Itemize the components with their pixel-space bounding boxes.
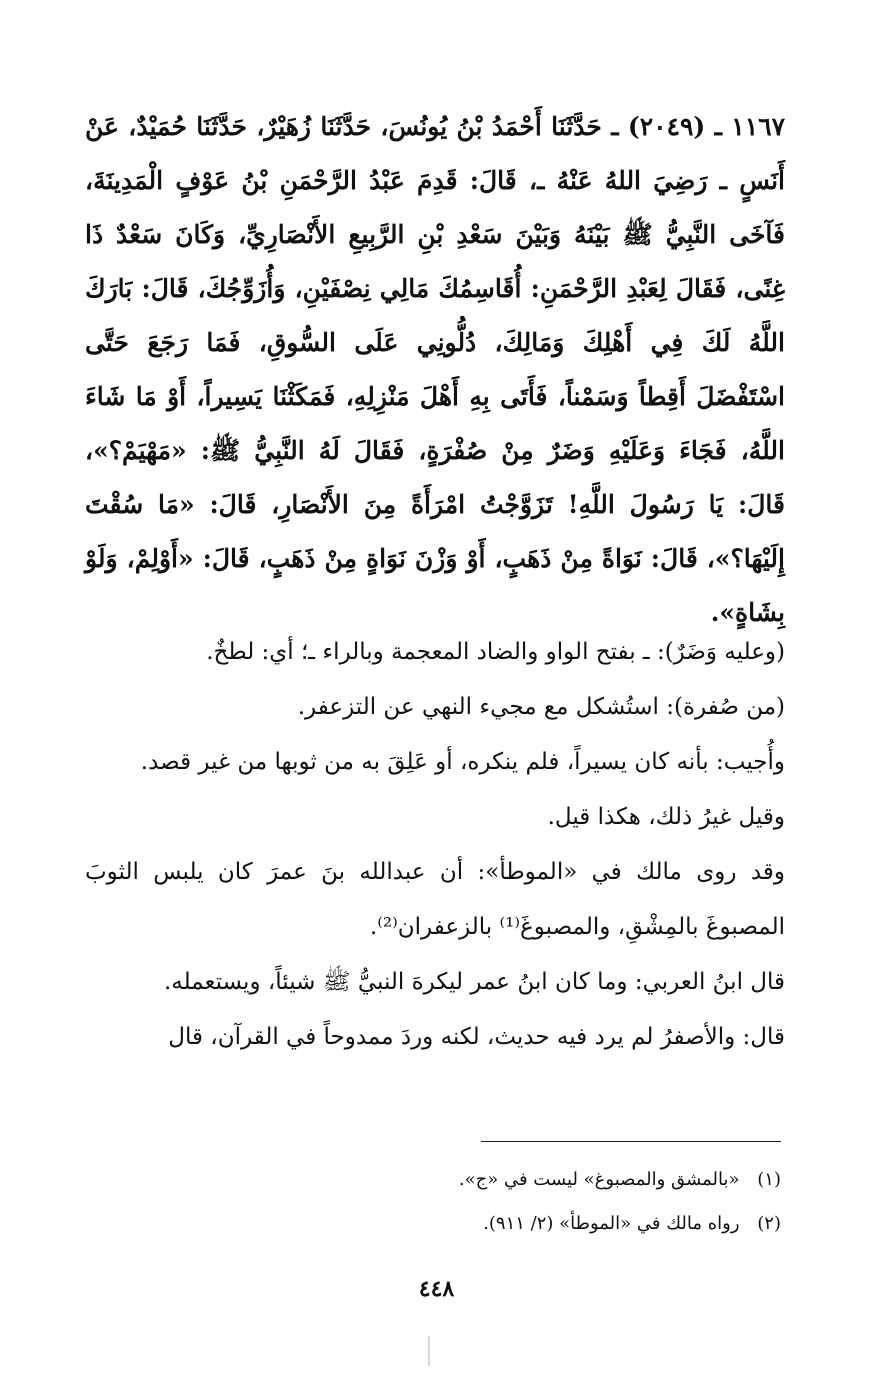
footnotes <box>81 1158 781 1246</box>
footnote-number: (٢) <box>757 1213 781 1234</box>
commentary-paragraph: وقد روى مالك في «الموطأ»: أن عبدالله بنَ عمرَ كان يلبس الثوبَ المصبوغَ بالمِشْقِ، والمصبوغَ⁽¹⁾ بالزعفران⁽²⁾. <box>85 859 785 940</box>
page-number: ٤٤٨ <box>418 1276 455 1302</box>
commentary-paragraph: وأُجيب: بأنه كان يسيراً، فلم ينكره، أو عَلِقَ به من ثوبها من غير قصد. <box>140 749 785 775</box>
commentary-paragraph: (وعليه وَضَرٌ): ـ بفتح الواو والضاد المعجمة وبالراء ـ؛ أي: لطخٌ. <box>206 639 785 665</box>
hadith-text: ١١٦٧ ـ (٢٠٤٩) ـ حَدَّثَنَا أَحْمَدُ بْنُ يُونُسَ، حَدَّثَنَا زُهَيْرٌ، حَدَّثَنَا حُمَيْدٌ، عَنْ أَنَسٍ ـ رَضِيَ اللهُ عَنْهُ ـ، قَالَ: قَدِمَ عَبْدُ الرَّحْمَنِ بْنُ عَوْفٍ الْمَدِينَةَ، فَآخَى النَّبِيُّ ﷺ بَيْنَهُ وَبَيْنَ سَعْدِ بْنِ الرَّبِيعِ الأَنْصَارِيِّ، وَكَانَ سَعْدٌ ذَا غِنًى، فَقَالَ لِعَبْدِ الرَّحْمَنِ: أُقَاسِمُكَ مَالِي نِصْفَيْنِ، وَأُزَوِّجُكَ، قَالَ: بَارَكَ اللَّهُ لَكَ فِي أَهْلِكَ وَمَالِكَ، دُلُّونِي عَلَى السُّوقِ، فَمَا رَجَعَ حَتَّى اسْتَفْضَلَ أَقِطاً وَسَمْناً، فَأَتَى بِهِ أَهْلَ مَنْزِلِهِ، فَمَكَثْنَا يَسِيراً، أَوْ مَا شَاءَ اللَّهُ، فَجَاءَ وَعَلَيْهِ وَضَرٌ مِنْ صُفْرَةٍ، فَقَالَ لَهُ النَّبِيُّ ﷺ: «مَهْيَمْ؟»، قَالَ: يَا رَسُولَ اللَّهِ! تَزَوَّجْتُ امْرَأَةً مِنَ الأَنْصَارِ، قَالَ: «مَا سُقْتَ إِلَيْهَا؟»، قَالَ: نَوَاةً مِنْ ذَهَبٍ، أَوْ وَزْنَ نَوَاةٍ مِنْ ذَهَبٍ، قَالَ: «أَوْلِمْ، وَلَوْ بِشَاةٍ». <box>85 112 785 627</box>
footnote-text: رواه مالك في «الموطأ» (٢/ ٩١١). <box>483 1213 740 1234</box>
footnote-number: (١) <box>757 1169 781 1190</box>
footnote-text: «بالمشق والمصبوغ» ليست في «ج». <box>458 1169 740 1190</box>
commentary-section <box>85 625 785 1065</box>
footnote <box>81 1202 781 1246</box>
footnote <box>81 1158 781 1202</box>
commentary-paragraph: قال: والأصفرُ لم يرد فيه حديث، لكنه وردَ ممدوحاً في القرآن، قال <box>168 1024 785 1050</box>
commentary-paragraph: وقيل غيرُ ذلك، هكذا قيل. <box>547 804 785 830</box>
footnote-separator <box>481 1141 781 1142</box>
commentary-paragraph: قال ابنُ العربي: وما كان ابنُ عمر ليكرهَ النبيُّ ﷺ شيئاً، ويستعمله. <box>163 969 785 995</box>
scan-margin-line <box>428 1336 430 1366</box>
commentary-paragraph: (من صُفرة): استُشكل مع مجيء النهي عن التزعفر. <box>297 694 785 720</box>
